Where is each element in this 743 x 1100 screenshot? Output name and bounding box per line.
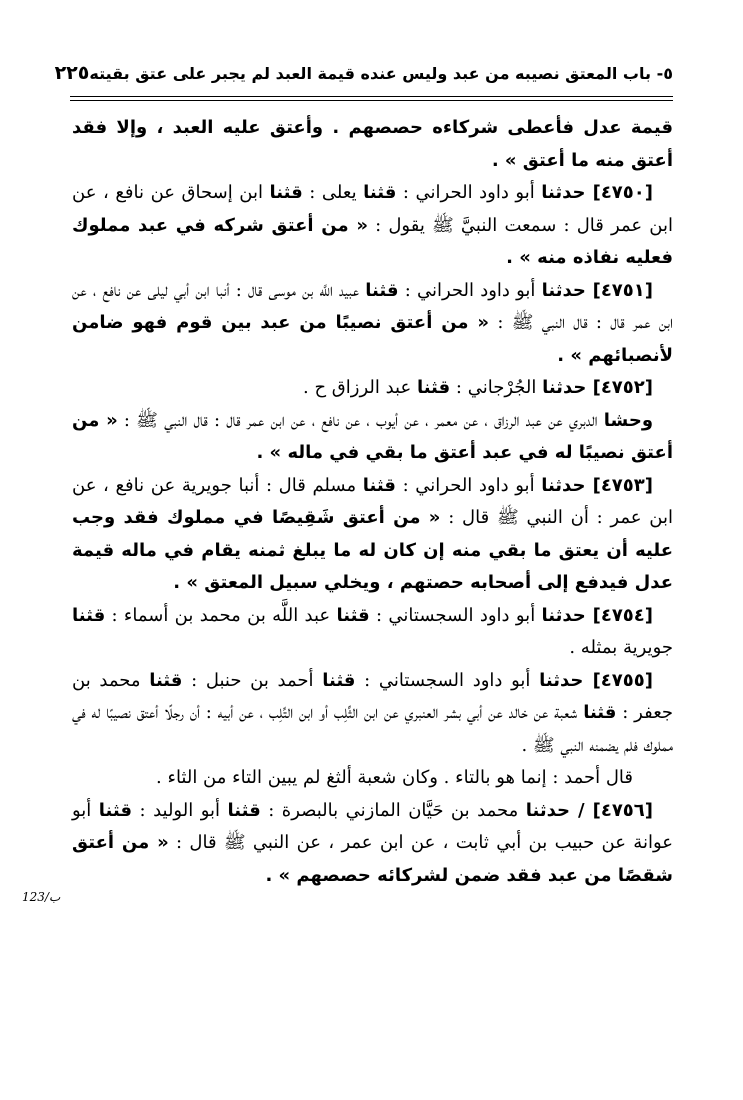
bold-text-segment: [٤٧٥٦] / حدثنا: [525, 799, 654, 821]
text-segment: أبو داود السجستاني :: [355, 669, 540, 691]
header-divider: [70, 96, 673, 101]
bold-text-segment: قثنا: [363, 182, 397, 203]
page-header: [54, 56, 673, 90]
bold-text-segment: « من أعتق شركه في عبد مملوك فعليه نفاذه منه » .: [72, 214, 673, 268]
bold-text-segment: [٤٧٥٢] حدثنا: [542, 377, 653, 398]
bold-text-segment: « من أعتق شقصًا من عبد فقد ضمن لشركائه حصصهم » .: [72, 832, 673, 886]
text-segment: أبو داود السجستاني :: [369, 604, 542, 626]
text-segment: مسلم قال : أنبا جويرية عن نافع ، عن ابن عمر : أن النبي ﷺ قال :: [72, 474, 673, 528]
bold-text-segment: قثنا: [365, 279, 399, 301]
commentary-paragraph: [72, 762, 673, 795]
text-segment: الجُرْجاني :: [450, 377, 543, 398]
bold-text-segment: [٤٧٥٠] حدثنا: [541, 182, 653, 203]
bold-text-segment: قثنا: [416, 377, 451, 398]
bold-text-segment: قثنا: [227, 799, 261, 821]
body-text: [72, 112, 673, 892]
bold-text-segment: « من أعتق شَقِيصًا في مملوك فقد وجب عليه أن يعتق ما بقي منه إن كان له ما يبلغ ثمنه يقام في ماله قيمة عدل فيدفع إلى أصحابه حصتهم ، ويخلي سبيل المعتق » .: [72, 507, 673, 593]
text-segment: محمد بن جعفر :: [72, 669, 673, 723]
hadith-paragraph: [72, 470, 673, 600]
hadith-paragraph: [72, 372, 673, 405]
text-segment: قال أحمد : إنما هو بالتاء . وكان شعبة ألثغ لم يبين التاء من الثاء .: [156, 767, 633, 788]
bold-text-segment: قثنا: [336, 604, 370, 626]
hadith-paragraph: [72, 795, 673, 893]
text-segment: عبيد اللَّه بن موسى قال : أنبا ابن أبي ليلى عن نافع ، عن ابن عمر قال : قال النبي ﷺ :: [72, 279, 674, 333]
text-segment: أبو داود الحراني :: [398, 279, 542, 301]
hadith-paragraph: [72, 177, 673, 275]
hadith-paragraph: [72, 665, 673, 763]
hadith-paragraph: [72, 405, 673, 470]
bold-text-segment: قثنا: [322, 669, 356, 691]
bold-text-segment: وحشا: [603, 409, 654, 431]
text-segment: محمد بن حَيَّان المازني بالبصرة :: [260, 799, 526, 821]
continuation-paragraph: [72, 112, 673, 177]
text-segment: أبو داود الحراني :: [395, 474, 542, 496]
hadith-paragraph: [72, 600, 673, 665]
text-segment: أحمد بن حنبل :: [182, 669, 323, 691]
bold-text-segment: قثنا: [98, 799, 133, 821]
bold-text-segment: [٤٧٥٣] حدثنا: [541, 474, 653, 496]
bold-text-segment: [٤٧٥١] حدثنا: [541, 279, 653, 301]
hadith-paragraph: [72, 275, 673, 373]
text-segment: جويرية بمثله .: [569, 637, 673, 658]
page-number: ٢٢٥: [54, 62, 90, 84]
bold-text-segment: [٤٧٥٥] حدثنا: [539, 669, 653, 691]
text-segment: أبو عوانة عن حبيب بن أبي ثابت ، عن ابن عمر ، عن النبي ﷺ قال :: [72, 799, 673, 853]
bold-text-segment: قثنا: [583, 702, 617, 723]
chapter-title: ٥- باب المعتق نصيبه من عبد وليس عنده قيمة العبد لم يجبر على عتق بقيته: [89, 63, 673, 83]
bold-text-segment: قثنا: [149, 669, 183, 691]
text-segment: عبد الرزاق ح .: [303, 377, 417, 398]
bold-text-segment: « من أعتق نصيبًا له في عبد أعتق ما بقي في ماله » .: [72, 409, 673, 463]
text-segment: الدبري عن عبد الرزاق ، عن معمر ، عن أيوب ، عن نافع ، عن ابن عمر قال : قال النبي ﷺ :: [117, 409, 604, 431]
bold-text-segment: « من أعتق نصيبًا من عبد بين قوم فهو ضامن لأنصبائهم » .: [72, 312, 673, 366]
text-segment: أبو الوليد :: [132, 799, 228, 821]
text-segment: شعبة عن خالد عن أبي بشر العنبري عن ابن الثِّلِب أو ابن التِّلِب ، عن أبيه : أن رجلًا أعتق نصيبًا له في مملوك فلم يضمنه النبي ﷺ .: [72, 702, 673, 756]
text-segment: ابن إسحاق عن نافع ، عن ابن عمر قال : سمعت النبيَّ ﷺ يقول :: [72, 182, 673, 236]
bold-text-segment: [٤٧٥٤] حدثنا: [541, 604, 654, 626]
text-segment: عبد اللَّه بن محمد بن أسماء :: [105, 604, 337, 626]
bold-text-segment: قيمة عدل فأعطى شركاءه حصصهم . وأعتق عليه العبد ، وإلا فقد أعتق منه ما أعتق » .: [72, 117, 673, 171]
manuscript-folio-note: 123/ب: [22, 890, 61, 904]
bold-text-segment: قثنا: [72, 604, 106, 626]
text-segment: أبو داود الحراني :: [396, 182, 542, 203]
bold-text-segment: قثنا: [269, 182, 303, 203]
text-segment: يعلى :: [302, 182, 364, 203]
bold-text-segment: قثنا: [362, 474, 396, 496]
